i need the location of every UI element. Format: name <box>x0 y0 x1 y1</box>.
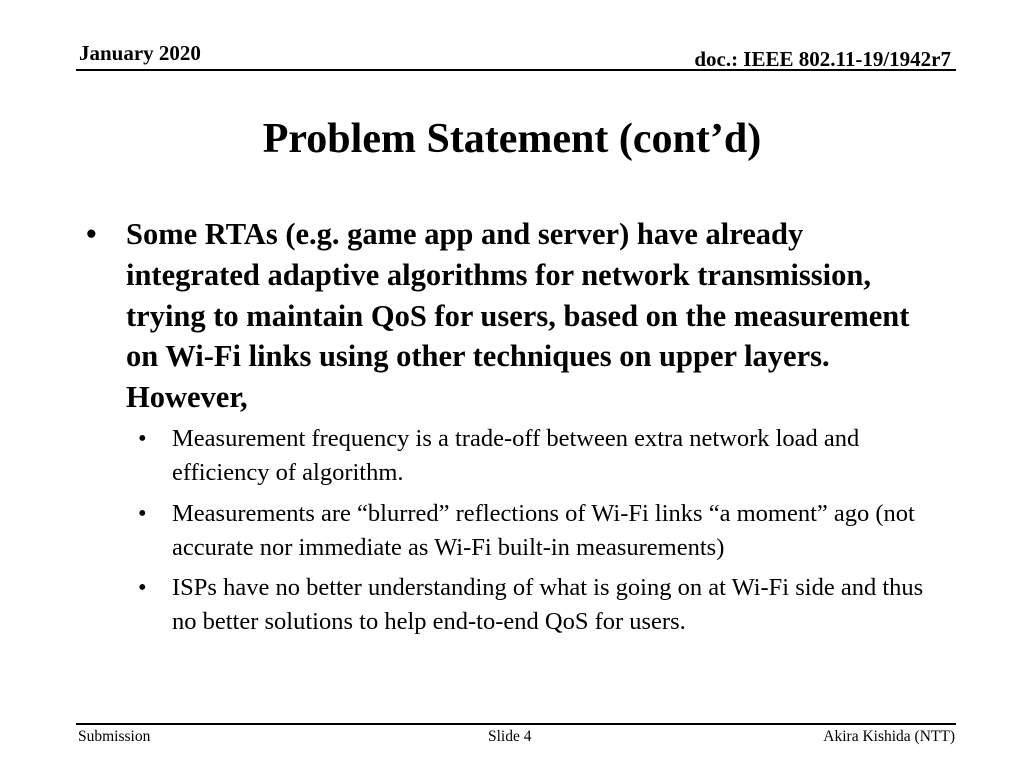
footer-author: Akira Kishida (NTT) <box>823 728 955 745</box>
bullet-icon: • <box>138 574 147 602</box>
sub-bullet-text: ISPs have no better understanding of what is going on at Wi-Fi side and thus no better solutions to help end-to-end QoS for users. <box>172 574 924 636</box>
bullet-icon: • <box>138 499 147 527</box>
main-bullet <box>86 214 926 418</box>
sub-bullet <box>86 422 952 491</box>
main-bullet-text: Some RTAs (e.g. game app and server) have already integrated adaptive algorithms for network transmission, trying to maintain QoS for users, based on the measurement on Wi-Fi links using other techniques on upper layers. However, <box>126 217 910 415</box>
sub-bullet <box>86 497 952 566</box>
bullet-icon: • <box>138 424 147 452</box>
footer-submission: Submission <box>78 728 151 745</box>
footer-divider <box>76 723 956 725</box>
bullet-icon: • <box>86 217 97 251</box>
header-date: January 2020 <box>79 41 201 65</box>
header-doc-id: doc.: IEEE 802.11-19/1942r7 <box>694 47 951 71</box>
sub-bullet-text: Measurements are “blurred” reflections of Wi-Fi links “a moment” ago (not accurate nor immediate as Wi-Fi built-in measurements) <box>172 499 915 561</box>
footer-slide-number: Slide 4 <box>488 728 532 745</box>
slide-title: Problem Statement (cont’d) <box>262 116 762 162</box>
header-divider <box>76 69 956 71</box>
sub-bullet <box>86 571 952 640</box>
sub-bullet-text: Measurement frequency is a trade-off between extra network load and efficiency of algorithm. <box>172 424 860 487</box>
slide-body <box>86 214 936 646</box>
sub-bullet-list <box>86 422 936 640</box>
